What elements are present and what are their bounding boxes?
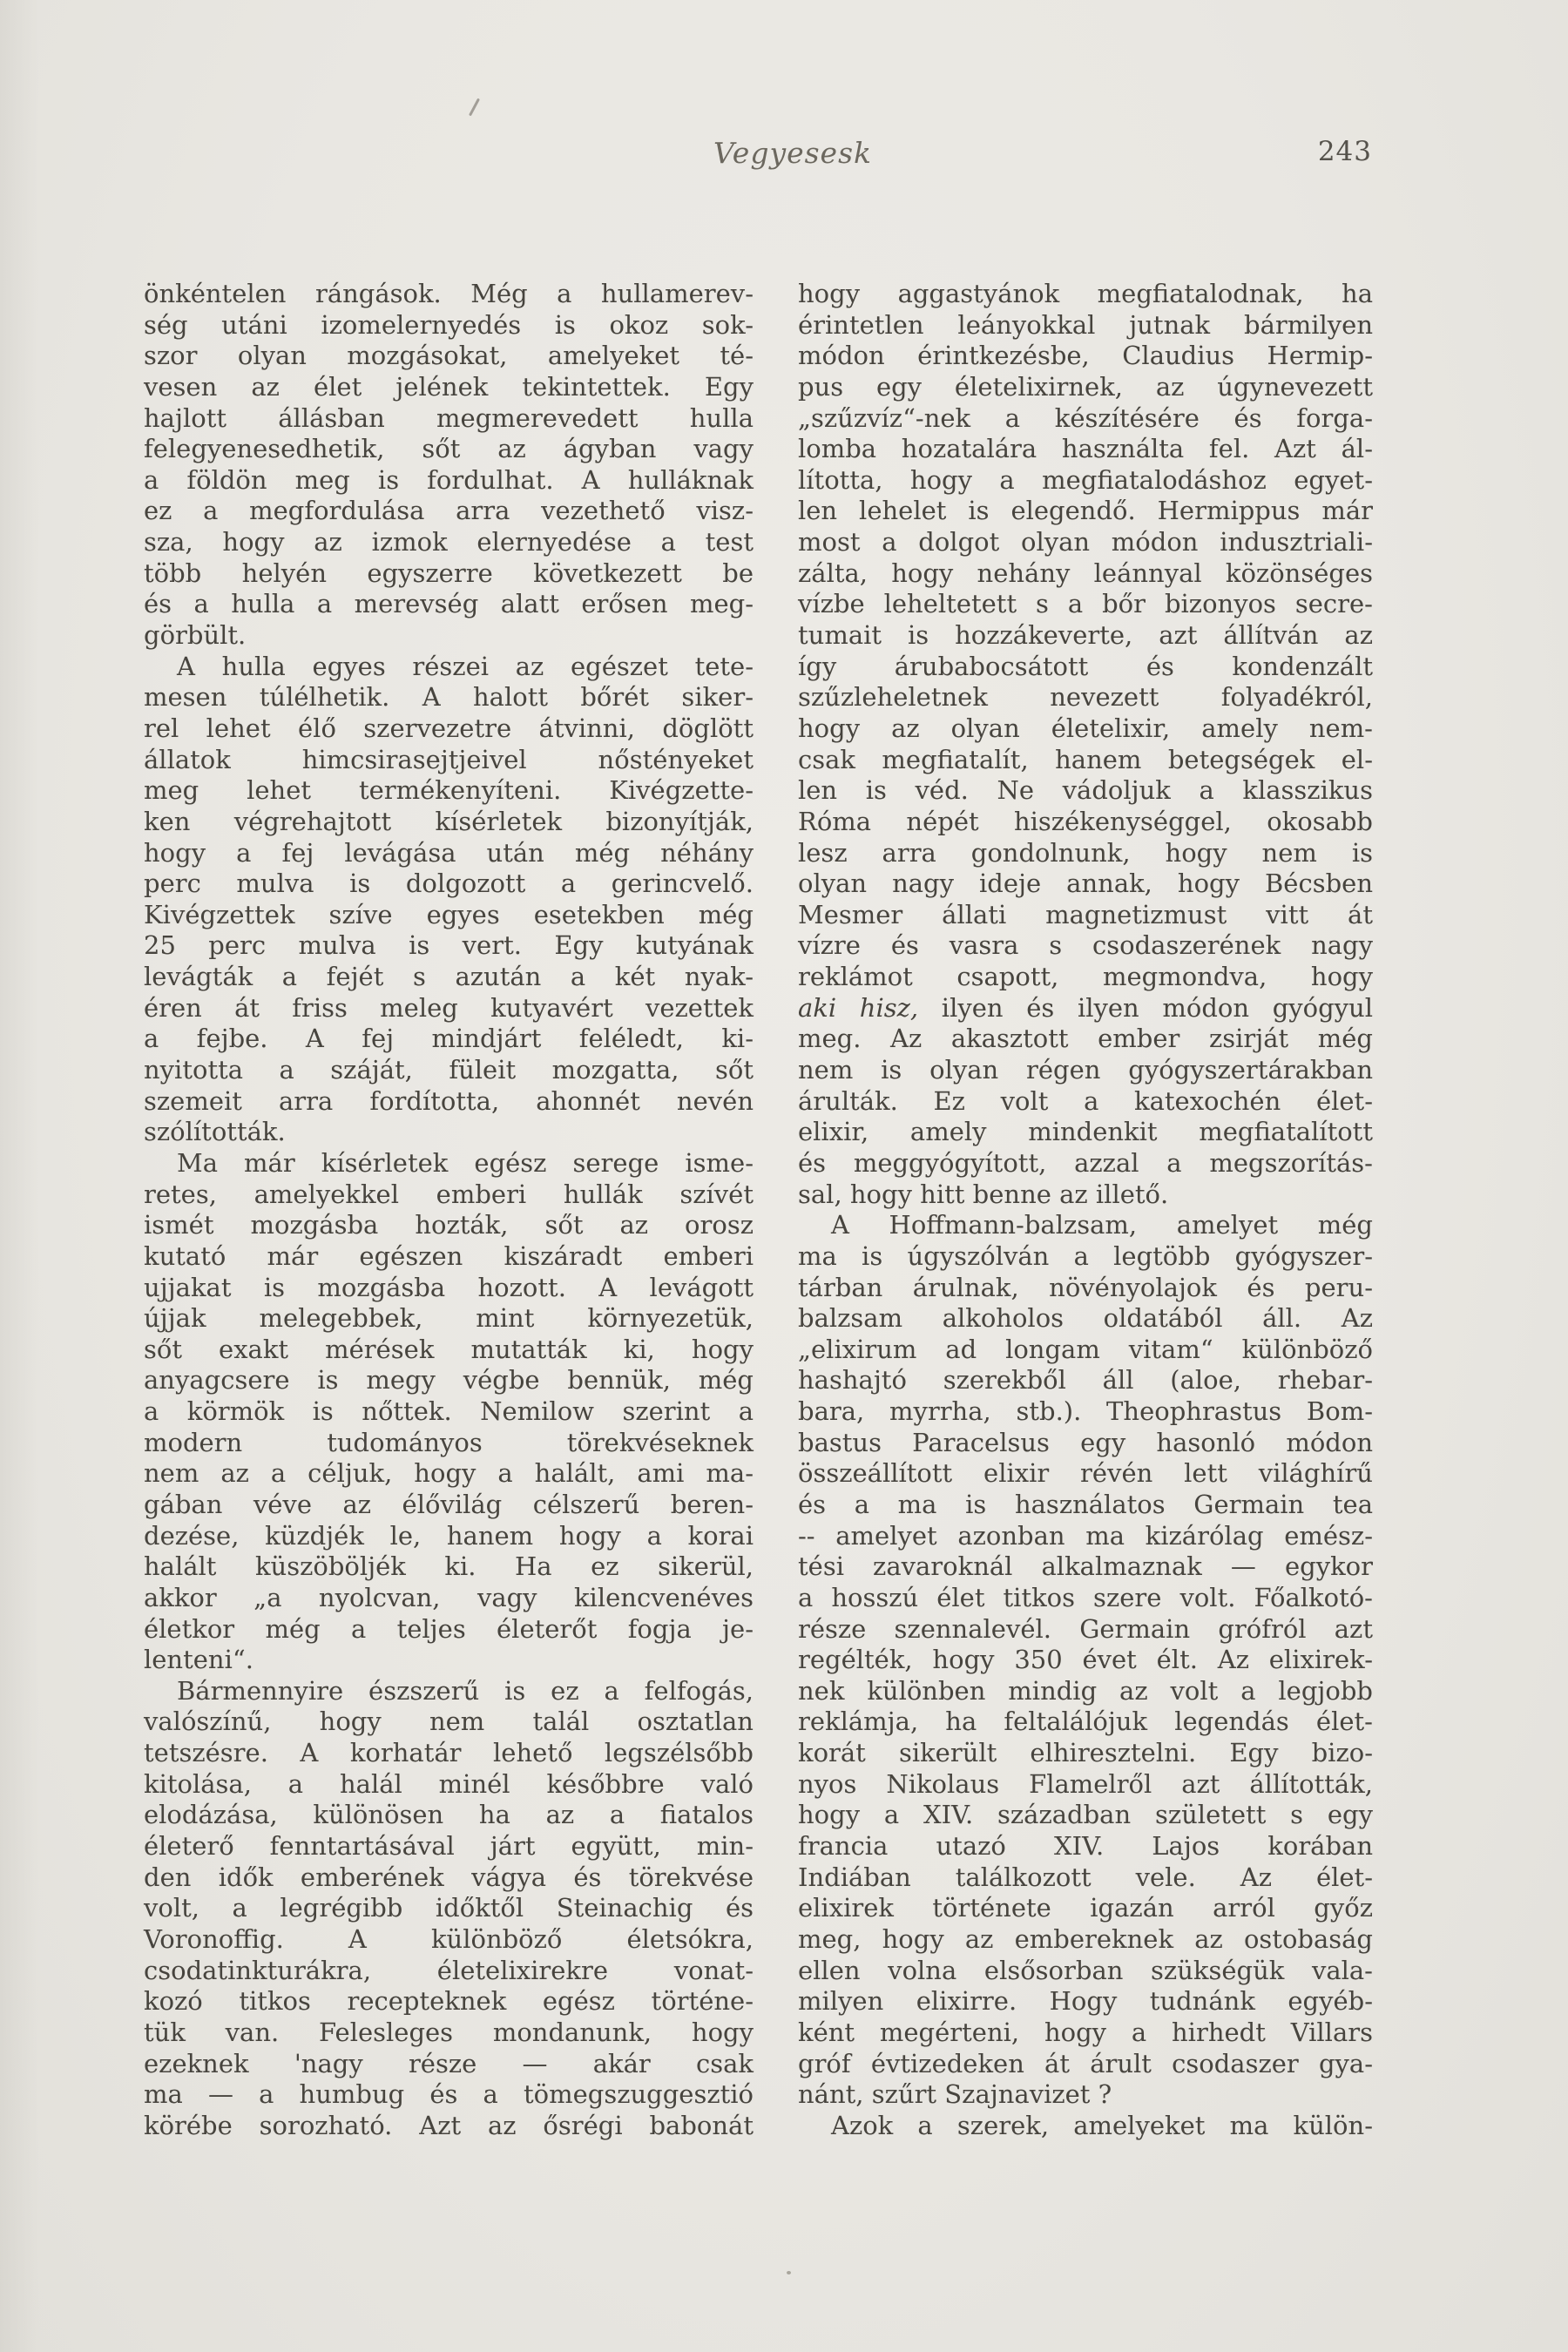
text-line: része szennalevél. Germain grófról azt	[798, 1613, 1373, 1644]
text-line: volt, a legrégibb időktől Steinachig és	[144, 1893, 754, 1923]
text-line: felegyenesedhetik, sőt az ágyban vagy	[144, 434, 754, 464]
text-line: hajlott állásban megmerevedett hulla	[144, 402, 754, 433]
text-line: szűzleheletnek nevezett folyadékról,	[798, 682, 1373, 713]
text-line: tetszésre. A korhatár lehető legszélsőbb	[144, 1738, 754, 1768]
text-line: valószínű, hogy nem talál osztatlan	[144, 1707, 754, 1737]
text-line: a földön meg is fordulhat. A hulláknak	[144, 464, 754, 495]
text-line: módon érintkezésbe, Claudius Hermip-	[798, 341, 1373, 371]
text-line: és meggyógyított, azzal a megszorítás-	[798, 1147, 1373, 1178]
text-line: elixir, amely mindenkit megfiatalított	[798, 1117, 1373, 1147]
page-number: 243	[1317, 136, 1372, 167]
text-line: körébe sorozható. Azt az ősrégi babonát	[144, 2110, 754, 2140]
text-line: den idők emberének vágya és törekvése	[144, 1862, 754, 1892]
text-line: tumait is hozzákeverte, azt állítván az	[798, 620, 1373, 651]
italic-phrase: aki hisz,	[798, 992, 919, 1023]
text-line: regélték, hogy 350 évet élt. Az elixirek-	[798, 1645, 1373, 1675]
text-line: „elixirum ad longam vitam“ különböző	[798, 1334, 1373, 1364]
text-line: a fejbe. A fej mindjárt feléledt, ki-	[144, 1024, 754, 1054]
text-column-right	[798, 279, 1373, 2141]
text-line: retes, amelyekkel emberi hullák szívét	[144, 1179, 754, 1209]
text-line: modern tudományos törekvéseknek	[144, 1427, 754, 1457]
text-line: bara, myrrha, stb.). Theophrastus Bom-	[798, 1396, 1373, 1427]
text-line: a körmök is nőttek. Nemilow szerint a	[144, 1396, 754, 1427]
text-line: gában véve az élővilág célszerű beren-	[144, 1489, 754, 1519]
text-line: len lehelet is elegendő. Hermippus már	[798, 496, 1373, 526]
text-line: levágták a fejét s azután a két nyak-	[144, 962, 754, 992]
text-line: vízbe leheltetett s a bőr bizonyos secre-	[798, 589, 1373, 619]
text-line: életerő fenntartásával járt együtt, min-	[144, 1831, 754, 1862]
text-line: zálta, hogy nehány leánnyal közönséges	[798, 558, 1373, 588]
text-line: hashajtó szerekből áll (aloe, rhebar-	[798, 1365, 1373, 1396]
text-line: meg, hogy az embereknek az ostobaság	[798, 1923, 1373, 1954]
text-line: sza, hogy az izmok elernyedése a test	[144, 527, 754, 558]
text-line: életkor még a teljes életerőt fogja je-	[144, 1613, 754, 1644]
running-header-title: Vegyesesk	[713, 136, 873, 170]
text-line: rel lehet élő szervezetre átvinni, döglött	[144, 713, 754, 743]
text-line: Azok a szerek, amelyeket ma külön-	[831, 2110, 1373, 2140]
text-line: reklámot csapott, megmondva, hogy	[798, 962, 1373, 992]
text-line: több helyén egyszerre következett be	[144, 558, 754, 588]
text-line: görbült.	[144, 620, 247, 651]
text-line: reklámja, ha feltalálójuk legendás élet-	[798, 1707, 1373, 1737]
running-header	[0, 136, 1568, 179]
text-line: ujjakat is mozgásba hozott. A levágott	[144, 1272, 754, 1302]
text-line: -- amelyet azonban ma kizárólag emész-	[798, 1520, 1373, 1551]
text-line: ezeknek 'nagy része — akár csak	[144, 2048, 754, 2078]
text-line: a hosszú élet titkos szere volt. Főalkotó-	[798, 1582, 1373, 1612]
text-line: gróf évtizedeken át árult csodaszer gya-	[798, 2048, 1373, 2078]
text-line: lesz arra gondolnunk, hogy nem is	[798, 837, 1373, 868]
text-line: ma — a humbug és a tömegszuggesztió	[144, 2079, 754, 2110]
text-line: szor olyan mozgásokat, amelyeket té-	[144, 341, 754, 371]
text-line: akkor „a nyolcvan, vagy kilencvenéves	[144, 1582, 754, 1612]
text-line: kutató már egészen kiszáradt emberi	[144, 1240, 754, 1271]
text-line: hogy az olyan életelixir, amely nem-	[798, 713, 1373, 743]
text-line: kozó titkos recepteknek egész történe-	[144, 1986, 754, 2017]
text-line: hogy a XIV. században született s egy	[798, 1800, 1373, 1830]
text-line: korát sikerült elhiresztelni. Egy bizo-	[798, 1738, 1373, 1768]
text-line: meg. Az akasztott ember zsirját még	[798, 1024, 1373, 1054]
text-line: Mesmer állati magnetizmust vitt át	[798, 899, 1373, 929]
text-line: tési zavaroknál alkalmaznak — egykor	[798, 1551, 1373, 1582]
scan-speck-slash	[469, 98, 480, 117]
text-line: nek különben mindig az volt a legjobb	[798, 1675, 1373, 1706]
text-line: bastus Paracelsus egy hasonló módon	[798, 1427, 1373, 1457]
text-column-left	[144, 279, 754, 2141]
text-line: újjak melegebbek, mint környezetük,	[144, 1303, 754, 1334]
text-line: összeállított elixir révén lett világhírű	[798, 1458, 1373, 1489]
text-line: olyan nagy ideje annak, hogy Bécsben	[798, 868, 1373, 899]
text-line: dezése, küzdjék le, hanem hogy a korai	[144, 1520, 754, 1551]
text-line: Voronoffig. A különböző életsókra,	[144, 1923, 754, 1954]
text-line: balzsam alkoholos oldatából áll. Az	[798, 1303, 1373, 1334]
text-line: lenteni“.	[144, 1645, 253, 1675]
text-line: pus egy életelixirnek, az úgynevezett	[798, 371, 1373, 402]
text-line: ként megérteni, hogy a hirhedt Villars	[798, 2017, 1373, 2047]
text-line: ség utáni izomelernyedés is okoz sok-	[144, 309, 754, 340]
text-line: Ma már kísérletek egész serege isme-	[177, 1147, 754, 1178]
text-line: meg lehet termékenyíteni. Kivégzette-	[144, 775, 754, 806]
text-line: ken végrehajtott kísérletek bizonyítják,	[144, 806, 754, 836]
text-line: kitolása, a halál minél későbbre való	[144, 1768, 754, 1799]
text-line: szemeit arra fordította, ahonnét nevén	[144, 1085, 754, 1116]
text-line: csak megfiatalít, hanem betegségek el-	[798, 744, 1373, 774]
text-line: len is véd. Ne vádoljuk a klasszikus	[798, 775, 1373, 806]
text-line: így árubabocsátott és kondenzált	[798, 651, 1373, 681]
text-line: érintetlen leányokkal jutnak bármilyen	[798, 309, 1373, 340]
text-line: ma is úgyszólván a legtöbb gyógyszer-	[798, 1240, 1373, 1271]
text-line: sal, hogy hitt benne az illető.	[798, 1179, 1169, 1209]
text-line: hogy aggastyánok megfiatalodnak, ha	[798, 279, 1373, 308]
text-line: nem az a céljuk, hogy a halált, ami ma-	[144, 1458, 754, 1489]
text-line: perc mulva is dolgozott a gerincvelő.	[144, 868, 754, 899]
text-line: „szűzvíz“-nek a készítésére és forga-	[798, 402, 1373, 433]
text-line: hogy a fej levágása után még néhány	[144, 837, 754, 868]
scan-speck-dot	[787, 2271, 791, 2274]
text-line: elodázása, különösen ha az a fiatalos	[144, 1800, 754, 1830]
text-line: nánt, szűrt Szajnavizet ?	[798, 2079, 1112, 2110]
text-line: Róma népét hiszékenységgel, okosabb	[798, 806, 1373, 836]
text-line: halált küszöböljék ki. Ha ez sikerül,	[144, 1551, 754, 1582]
text-line: ellen volna elsősorban szükségük vala-	[798, 1955, 1373, 1985]
text-line: A hulla egyes részei az egészet tete-	[177, 651, 754, 681]
text-line: Kivégzettek szíve egyes esetekben még	[144, 899, 754, 929]
text-line: vízre és vasra s csodaszerének nagy	[798, 930, 1373, 961]
text-line: aki hisz, ilyen és ilyen módon gyógyul	[798, 992, 1374, 1023]
text-line: mesen túlélhetik. A halott bőrét siker-	[144, 682, 754, 713]
text-line: sőt exakt mérések mutatták ki, hogy	[144, 1334, 754, 1364]
text-line: nem is olyan régen gyógyszertárakban	[798, 1055, 1373, 1085]
text-line: állatok himcsirasejtjeivel nőstényeket	[144, 744, 754, 774]
text-line: éren át friss meleg kutyavért vezettek	[144, 992, 754, 1023]
text-line: Bármennyire észszerű is ez a felfogás,	[177, 1675, 754, 1706]
text-line: csodatinkturákra, életelixirekre vonat-	[144, 1955, 754, 1985]
text-line: árulták. Ez volt a katexochén élet-	[798, 1085, 1373, 1116]
text-line: tárban árulnak, növényolajok és peru-	[798, 1272, 1373, 1302]
text-line: önkéntelen rángások. Még a hullamerev-	[144, 279, 754, 308]
text-line: nyos Nikolaus Flamelről azt állították,	[798, 1768, 1373, 1799]
text-line: 25 perc mulva is vert. Egy kutyának	[144, 930, 754, 961]
text-line: most a dolgot olyan módon indusztriali-	[798, 527, 1373, 558]
text-line: elixirek története igazán arról győz	[798, 1893, 1373, 1923]
text-line: nyitotta a száját, füleit mozgatta, sőt	[144, 1055, 754, 1085]
text-line: ismét mozgásba hozták, sőt az orosz	[144, 1210, 754, 1240]
text-line: A Hoffmann-balzsam, amelyet még	[831, 1210, 1373, 1240]
text-line: ez a megfordulása arra vezethető visz-	[144, 496, 754, 526]
text-line: tük van. Felesleges mondanunk, hogy	[144, 2017, 754, 2047]
text-line: szólították.	[144, 1117, 286, 1147]
text-line: vesen az élet jelének tekintettek. Egy	[144, 371, 754, 402]
text-line: lította, hogy a megfiatalodáshoz egyet-	[798, 464, 1373, 495]
text-line: milyen elixirre. Hogy tudnánk egyéb-	[798, 1986, 1373, 2017]
text-line: anyagcsere is megy végbe bennük, még	[144, 1365, 754, 1396]
text-line: és a hulla a merevség alatt erősen meg-	[144, 589, 754, 619]
text-line: és a ma is használatos Germain tea	[798, 1489, 1373, 1519]
text-line: Indiában találkozott vele. Az élet-	[798, 1862, 1373, 1892]
text-line: lomba hozatalára használta fel. Azt ál-	[798, 434, 1373, 464]
text-line: francia utazó XIV. Lajos korában	[798, 1831, 1373, 1862]
